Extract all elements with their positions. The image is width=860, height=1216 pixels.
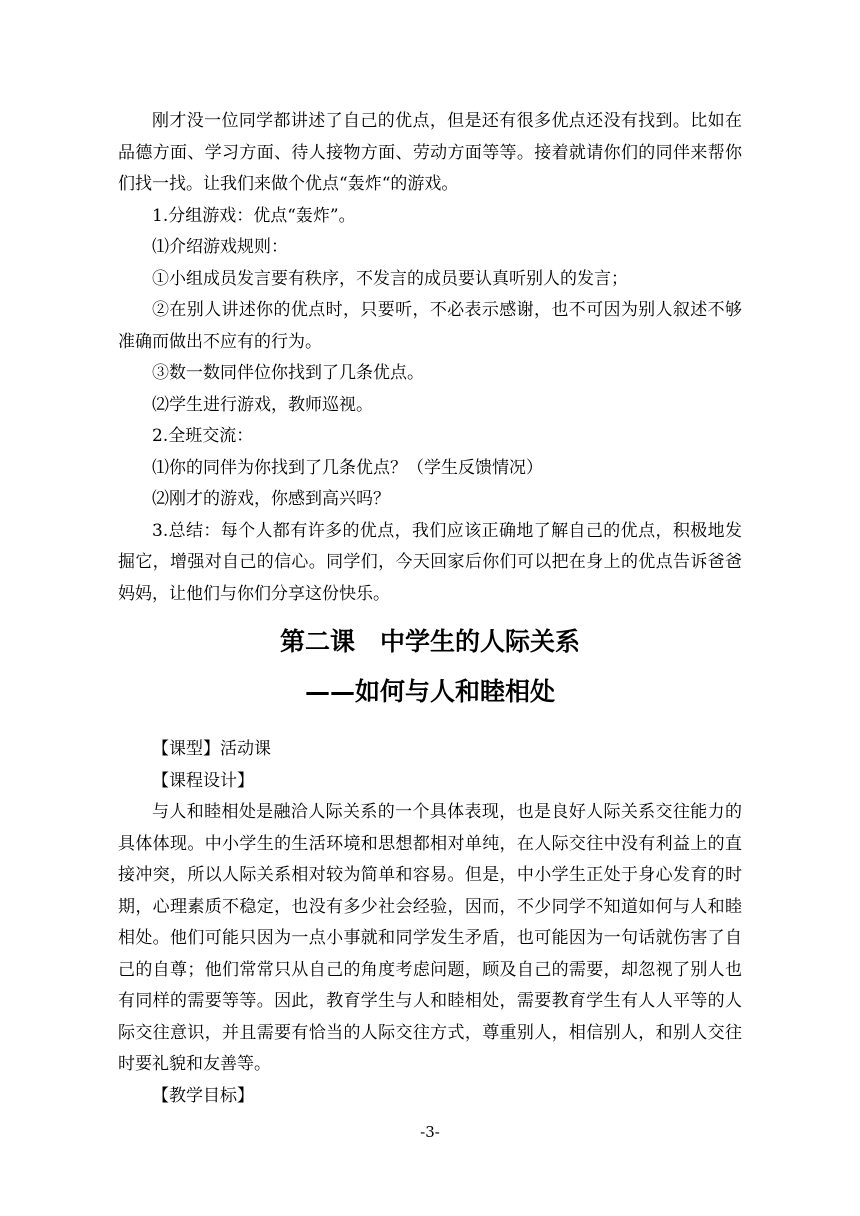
paragraph-course-type: 【课型】活动课 <box>152 739 271 759</box>
paragraph-course-design-heading: 【课程设计】 <box>152 770 254 791</box>
paragraph-rule-3: ③数一数同伴位你找到了几条优点。 <box>152 363 424 383</box>
paragraph-intro: 刚才没一位同学都讲述了自己的优点，但是还有很多优点还没有找到。比如在品德方面、学习方面、待人接物方面、劳动方面等等。接着就请你们的同伴来帮你们找一找。让我们来做个优点“轰炸“的游戏。 <box>118 111 742 194</box>
page-number: -3- <box>420 1123 440 1141</box>
paragraph-summary: 3.总结：每个人都有许多的优点，我们应该正确地了解自己的优点，积极地发掘它，增强对自己的信心。同学们，今天回家后你们可以把在身上的优点告诉爸爸妈妈，让他们与你们分享这份快乐。 <box>118 520 742 604</box>
lesson-title: 第二课 中学生的人际关系 <box>279 627 580 656</box>
paragraph-question-1: ⑴你的同伴为你找到了几条优点？（学生反馈情况） <box>152 457 543 478</box>
paragraph-class-exchange: 2.全班交流： <box>152 426 254 446</box>
paragraph-group-game: 1.分组游戏：优点“轰炸”。 <box>152 205 356 226</box>
lesson-subtitle: ——如何与人和睦相处 <box>304 677 555 706</box>
paragraph-rule-1: ①小组成员发言要有秩序，不发言的成员要认真听别人的发言； <box>152 268 628 289</box>
course-design-section <box>118 734 742 1112</box>
paragraph-teaching-goals-heading: 【教学目标】 <box>152 1085 254 1106</box>
paragraph-game-rules: ⑴介绍游戏规则： <box>152 237 288 257</box>
paragraph-rule-2: ②在别人讲述你的优点时，只要听，不必表示感谢，也不可因为别人叙述不够准确而做出不应有的行为。 <box>118 300 742 352</box>
lesson-title-block <box>0 617 860 717</box>
game-activity-section <box>118 106 742 610</box>
paragraph-question-2: ⑵刚才的游戏，你感到高兴吗？ <box>152 489 390 509</box>
paragraph-course-design-body: 与人和睦相处是融洽人际关系的一个具体表现，也是良好人际关系交往能力的具体体现。中小学生的生活环境和思想都相对单纯，在人际交往中没有利益上的直接冲突，所以人际关系相对较为简单和容易。但是，中小学生正处于身心发育的时期，心理素质不稳定，也没有多少社会经验，因而，不少同学不知道如何与人和睦相处。他们可能只因为一点小事就和同学发生矛盾，也可能因为一句话就伤害了自己的自尊；他们常常只从自己的角度考虑问题，顾及自己的需要，却忽视了别人也有同样的需要等等。因此，教育学生与人和睦相处，需要教育学生有人人平等的人际交往意识，并且需要有恰当的人际交往方式，尊重别人，相信别人，和别人交往时要礼貌和友善等。 <box>118 802 742 1074</box>
paragraph-play-game: ⑵学生进行游戏，教师巡视。 <box>152 394 373 415</box>
